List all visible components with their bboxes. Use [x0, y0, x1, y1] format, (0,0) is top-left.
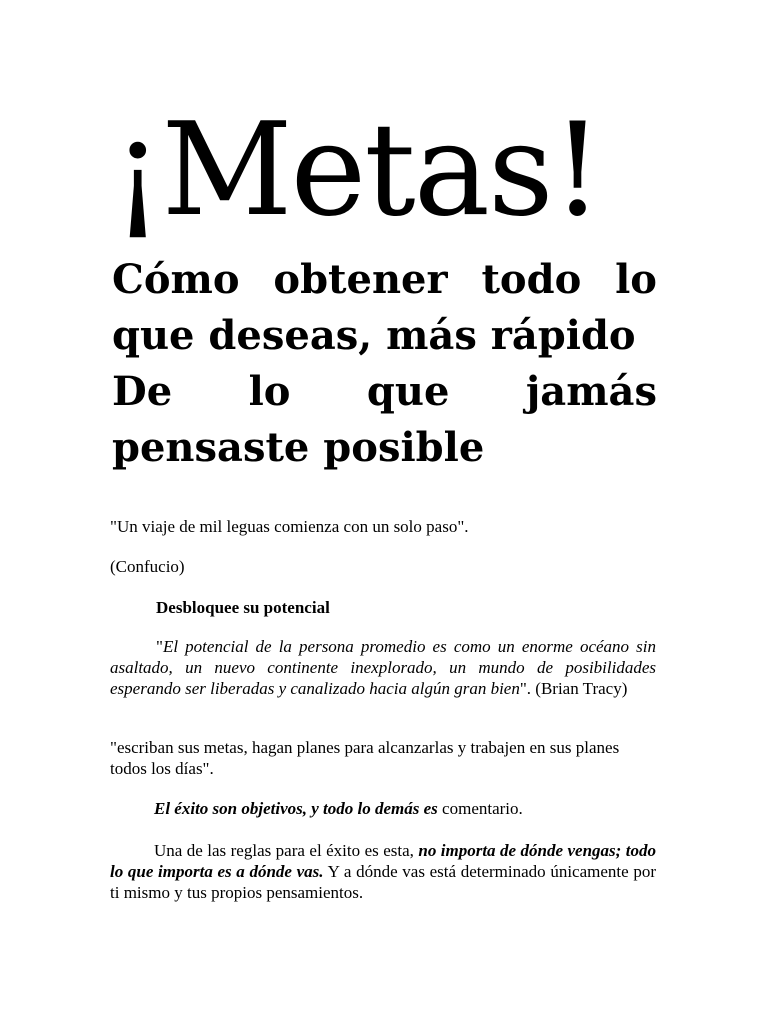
rules-end: Y a dónde vas está determinado únicamente por ti mismo y tus propios pensamientos. [110, 862, 656, 902]
tracy-quote-close: ". (Brian Tracy) [519, 679, 628, 698]
confucius-quote: "Un viaje de mil leguas comienza con un solo paso". [110, 517, 469, 536]
subtitle-line-2: que deseas, más rápido [112, 312, 636, 359]
goals-paragraph: "escriban sus metas, hagan planes para alcanzarlas y trabajen en sus planes todos los días". [110, 738, 620, 778]
subtitle-word: obtener [273, 256, 448, 303]
subtitle-word: todo [481, 256, 582, 303]
subtitle-line-4: pensaste posible [112, 424, 485, 471]
subtitle-word: Cómo [112, 256, 240, 303]
tracy-quote-text: El potencial de la persona promedio es como un enorme océano sin asaltado, un nuevo continente inexplorado, un mundo de posibilidades esperando ser liberadas y canalizado hacia algún gran bien [110, 637, 656, 698]
subtitle-line-3 [112, 364, 657, 420]
tracy-quote-paragraph [110, 636, 656, 699]
document-subtitle [112, 252, 657, 476]
success-emphasis: El éxito son objetivos, y todo lo demás es [154, 799, 438, 818]
subtitle-word: que [366, 368, 450, 415]
document-title: ¡Metas! [112, 96, 602, 245]
rules-start: Una de las reglas para el éxito es esta, [154, 841, 419, 860]
success-rest: comentario. [437, 799, 523, 818]
subtitle-word: lo [248, 368, 291, 415]
subtitle-line-1 [112, 252, 657, 308]
tracy-quote-open: " [156, 637, 163, 656]
rules-emphasis: no importa de dónde vengas; todo lo que importa es a dónde vas. [110, 841, 656, 881]
section-heading: Desbloquee su potencial [156, 598, 330, 617]
rules-paragraph [110, 840, 656, 903]
subtitle-word: De [112, 368, 173, 415]
subtitle-word: jamás [525, 368, 657, 415]
success-paragraph [110, 798, 656, 819]
confucius-attribution: (Confucio) [110, 557, 185, 576]
subtitle-word: lo [615, 256, 657, 303]
